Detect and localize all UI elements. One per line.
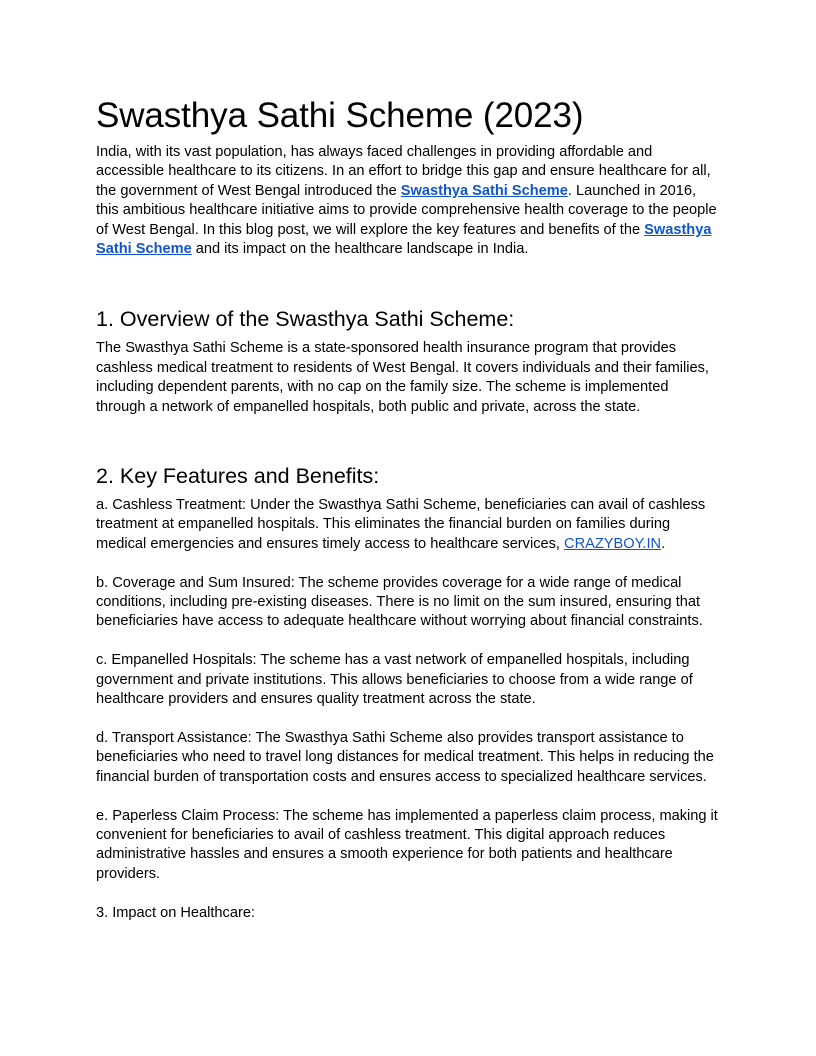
swasthya-sathi-link-1[interactable]: Swasthya Sathi Scheme (400, 182, 568, 199)
section-heading-overview: 1. Overview of the Swasthya Sathi Scheme: (96, 307, 515, 332)
feature-a-period: . (661, 535, 666, 552)
crazyboy-link[interactable]: CRAZYBOY.IN (564, 535, 662, 552)
section-heading-features: 2. Key Features and Benefits: (96, 464, 380, 489)
feature-a-text: a. Cashless Treatment: Under the Swasthya Sathi Scheme, beneficiaries can avail of cashless treatment at empanelled hospitals. This eliminates the financial burden on families during medical emergencies and ensures timely access to healthcare services, (96, 497, 706, 552)
feature-cashless-treatment (96, 496, 720, 554)
feature-coverage-sum-insured: b. Coverage and Sum Insured: The scheme provides coverage for a wide range of medical conditions, including pre-existing diseases. There is no limit on the sum insured, ensuring that beneficiaries have access to adequate healthcare without worrying about financial constraints. (96, 574, 703, 630)
section-heading-impact: 3. Impact on Healthcare: (96, 904, 255, 921)
feature-transport-assistance: d. Transport Assistance: The Swasthya Sathi Scheme also provides transport assistance to beneficiaries who need to travel long distances for medical treatment. This helps in reducing the financial burden of transportation costs and ensures access to specialized healthcare services. (96, 729, 714, 785)
swasthya-sathi-link-2[interactable]: Swasthya Sathi Scheme (96, 221, 712, 258)
overview-paragraph: The Swasthya Sathi Scheme is a state-sponsored health insurance program that provides cashless medical treatment to residents of West Bengal. It covers individuals and their families, including dependent parents, with no cap on the family size. The scheme is implemented through a network of empanelled hospitals, both public and private, across the state. (96, 340, 709, 415)
intro-text-1: India, with its vast population, has always faced challenges in providing affordable and accessible healthcare to its citizens. In an effort to bridge this gap and ensure healthcare for all, the government of West Bengal introduced the (96, 144, 711, 199)
page-title: Swasthya Sathi Scheme (2023) (96, 96, 584, 135)
intro-paragraph (96, 143, 720, 259)
feature-empanelled-hospitals: c. Empanelled Hospitals: The scheme has a vast network of empanelled hospitals, including government and private institutions. This allows beneficiaries to choose from a wide range of healthcare providers and ensures quality treatment across the state. (96, 652, 693, 708)
feature-paperless-claim: e. Paperless Claim Process: The scheme has implemented a paperless claim process, making it convenient for beneficiaries to avail of cashless treatment. This digital approach reduces administrative hassles and ensures a smooth experience for both patients and healthcare providers. (96, 807, 718, 882)
intro-text-2: . Launched in 2016, this ambitious healthcare initiative aims to provide comprehensive health coverage to the people of West Bengal. In this blog post, we will explore the key features and benefits of the (96, 182, 717, 238)
intro-text-3: and its impact on the healthcare landscape in India. (191, 241, 529, 258)
